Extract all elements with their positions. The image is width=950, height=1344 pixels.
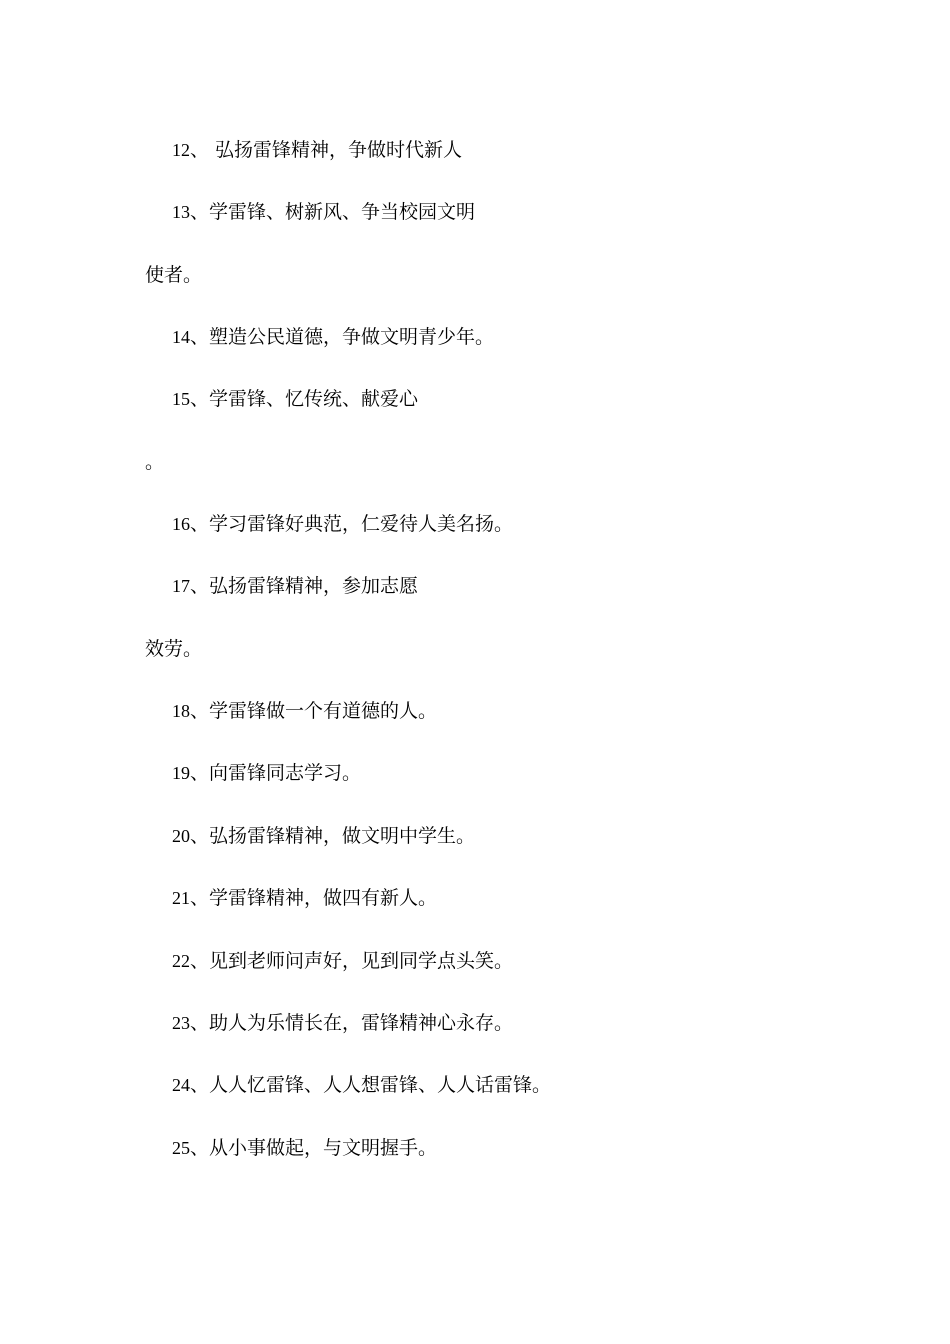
item-separator: 、 bbox=[190, 388, 210, 410]
item-number: 14 bbox=[172, 327, 190, 347]
slogan-line-21 bbox=[172, 886, 437, 910]
item-text: 助人为乐情长在，雷锋精神心永存。 bbox=[209, 1012, 514, 1034]
item-separator: 、 bbox=[190, 950, 210, 972]
slogan-line-15-continuation bbox=[145, 450, 164, 474]
item-number: 24 bbox=[172, 1075, 190, 1095]
item-number: 15 bbox=[172, 389, 190, 409]
item-number: 22 bbox=[172, 951, 190, 971]
slogan-line-13 bbox=[172, 200, 475, 224]
item-text: 学习雷锋好典范，仁爱待人美名扬。 bbox=[209, 513, 514, 535]
item-number: 13 bbox=[172, 202, 190, 222]
item-text: 弘扬雷锋精神，争做时代新人 bbox=[215, 139, 463, 161]
slogan-line-17 bbox=[172, 574, 418, 598]
slogan-line-22 bbox=[172, 949, 513, 973]
item-text: 向雷锋同志学习。 bbox=[209, 762, 362, 784]
item-separator: 、 bbox=[190, 700, 210, 722]
slogan-line-17-continuation bbox=[145, 637, 202, 661]
slogan-line-16 bbox=[172, 512, 513, 536]
item-text: 效劳。 bbox=[145, 638, 203, 660]
item-number: 17 bbox=[172, 576, 190, 596]
item-separator: 、 bbox=[190, 1012, 210, 1034]
item-text: 人人忆雷锋、人人想雷锋、人人话雷锋。 bbox=[209, 1074, 552, 1096]
item-text: 学雷锋做一个有道德的人。 bbox=[209, 700, 438, 722]
item-text: 塑造公民道德，争做文明青少年。 bbox=[209, 326, 495, 348]
item-separator: 、 bbox=[190, 762, 210, 784]
item-text: 使者。 bbox=[145, 264, 203, 286]
item-separator: 、 bbox=[190, 887, 210, 909]
item-number: 16 bbox=[172, 514, 190, 534]
item-separator: 、 bbox=[190, 513, 210, 535]
item-text: 从小事做起，与文明握手。 bbox=[209, 1137, 438, 1159]
item-text: 学雷锋、忆传统、献爱心 bbox=[209, 388, 419, 410]
slogan-line-25 bbox=[172, 1136, 437, 1160]
slogan-line-12 bbox=[172, 138, 462, 162]
item-separator: 、 bbox=[190, 139, 216, 161]
item-text: 学雷锋精神，做四有新人。 bbox=[209, 887, 438, 909]
slogan-line-18 bbox=[172, 699, 437, 723]
item-text: 弘扬雷锋精神，参加志愿 bbox=[209, 575, 419, 597]
slogan-line-15 bbox=[172, 387, 418, 411]
item-separator: 、 bbox=[190, 1074, 210, 1096]
item-number: 20 bbox=[172, 826, 190, 846]
slogan-line-20 bbox=[172, 824, 475, 848]
item-number: 19 bbox=[172, 763, 190, 783]
item-number: 21 bbox=[172, 888, 190, 908]
item-separator: 、 bbox=[190, 575, 210, 597]
item-number: 18 bbox=[172, 701, 190, 721]
item-text: 学雷锋、树新风、争当校园文明 bbox=[209, 201, 476, 223]
item-separator: 、 bbox=[190, 201, 210, 223]
slogan-line-13-continuation bbox=[145, 263, 202, 287]
item-separator: 、 bbox=[190, 1137, 210, 1159]
slogan-line-23 bbox=[172, 1011, 513, 1035]
item-separator: 、 bbox=[190, 326, 210, 348]
slogan-line-19 bbox=[172, 761, 361, 785]
item-text: 。 bbox=[145, 451, 165, 473]
item-number: 12 bbox=[172, 140, 190, 160]
item-text: 见到老师问声好，见到同学点头笑。 bbox=[209, 950, 514, 972]
item-number: 25 bbox=[172, 1138, 190, 1158]
item-number: 23 bbox=[172, 1013, 190, 1033]
slogan-line-14 bbox=[172, 325, 494, 349]
slogan-line-24 bbox=[172, 1073, 551, 1097]
item-text: 弘扬雷锋精神，做文明中学生。 bbox=[209, 825, 476, 847]
item-separator: 、 bbox=[190, 825, 210, 847]
